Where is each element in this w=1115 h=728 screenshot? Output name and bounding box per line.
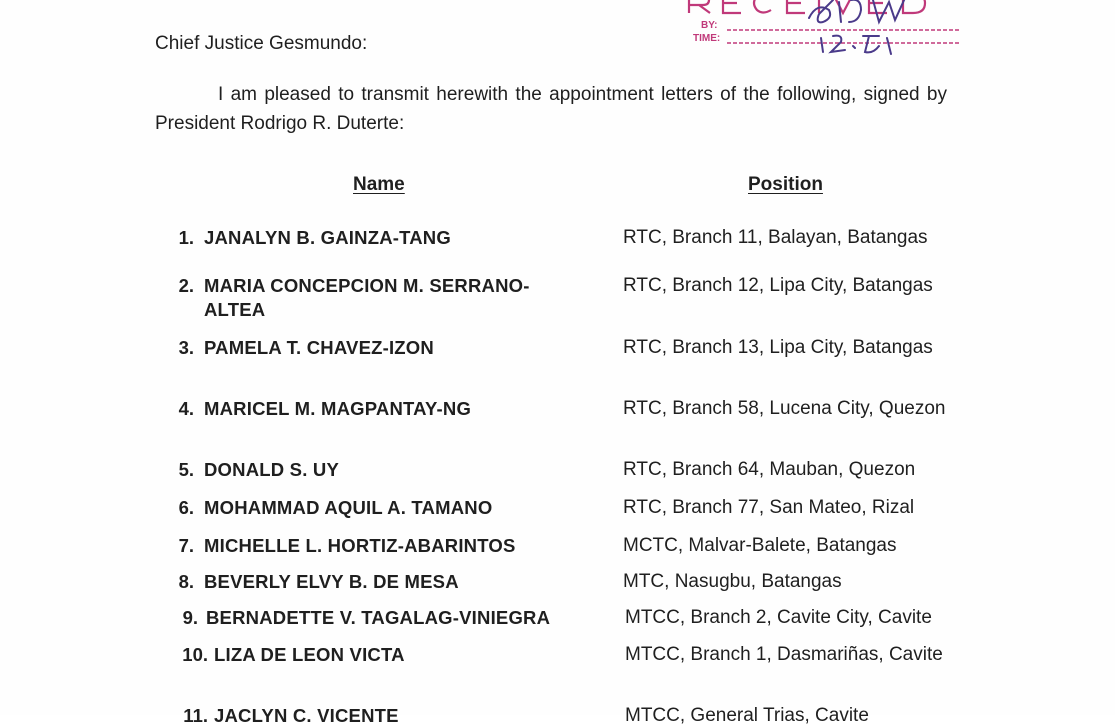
name-column-header: Name: [353, 174, 405, 195]
appointee-number: 5.: [178, 459, 194, 480]
appointee-name: JACLYN C. VICENTE: [214, 705, 399, 726]
stamp-time-label: TIME:: [693, 33, 721, 44]
appointee-number: 9.: [182, 607, 198, 628]
received-stamp-graphic: [683, 0, 968, 58]
appointee-name: MARICEL M. MAGPANTAY-NG: [204, 398, 472, 419]
appointee-position: RTC, Branch 13, Lipa City, Batangas: [623, 337, 933, 358]
salutation: Chief Justice Gesmundo:: [155, 33, 368, 54]
appointee-name: PAMELA T. CHAVEZ-IZON: [204, 337, 434, 358]
appointee-number: 4.: [178, 398, 194, 419]
appointee-number: 7.: [178, 535, 194, 556]
appointee-position: MTCC, Branch 2, Cavite City, Cavite: [625, 607, 932, 628]
appointee-number: 8.: [178, 571, 194, 592]
appointee-number: 11.: [183, 705, 208, 726]
appointee-name: MOHAMMAD AQUIL A. TAMANO: [204, 497, 493, 518]
appointee-position: MTCC, Branch 1, Dasmariñas, Cavite: [625, 644, 943, 665]
appointee-name: LIZA DE LEON VICTA: [214, 644, 405, 665]
appointee-position: RTC, Branch 12, Lipa City, Batangas: [623, 275, 933, 296]
appointee-position: RTC, Branch 11, Balayan, Batangas: [623, 227, 928, 248]
appointee-position: RTC, Branch 58, Lucena City, Quezon: [623, 398, 946, 419]
appointee-number: 2.: [178, 275, 194, 296]
appointee-position: MTC, Nasugbu, Batangas: [623, 571, 842, 592]
stamp-by-label: BY:: [701, 20, 718, 31]
appointee-name: BEVERLY ELVY B. DE MESA: [204, 571, 459, 592]
appointee-name: DONALD S. UY: [204, 459, 339, 480]
position-column-header: Position: [748, 174, 823, 195]
appointee-position: MTCC, General Trias, Cavite: [625, 705, 869, 726]
appointee-number: 6.: [178, 497, 194, 518]
appointee-number: 1.: [178, 227, 194, 248]
appointee-position: RTC, Branch 77, San Mateo, Rizal: [623, 497, 915, 518]
appointee-number: 10.: [182, 644, 208, 665]
appointee-number: 3.: [178, 337, 194, 358]
appointee-name: MARIA CONCEPCION M. SERRANO-ALTEA: [204, 275, 530, 320]
appointee-name: BERNADETTE V. TAGALAG-VINIEGRA: [206, 607, 551, 628]
appointee-name: JANALYN B. GAINZA-TANG: [204, 227, 451, 248]
appointee-position: RTC, Branch 64, Mauban, Quezon: [623, 459, 916, 480]
intro-paragraph: I am pleased to transmit herewith the appointment letters of the following, signed by President Rodrigo R. Duterte:: [155, 84, 947, 134]
appointee-position: MCTC, Malvar-Balete, Batangas: [623, 535, 897, 556]
received-stamp: [683, 0, 968, 58]
appointee-name: MICHELLE L. HORTIZ-ABARINTOS: [204, 535, 516, 556]
